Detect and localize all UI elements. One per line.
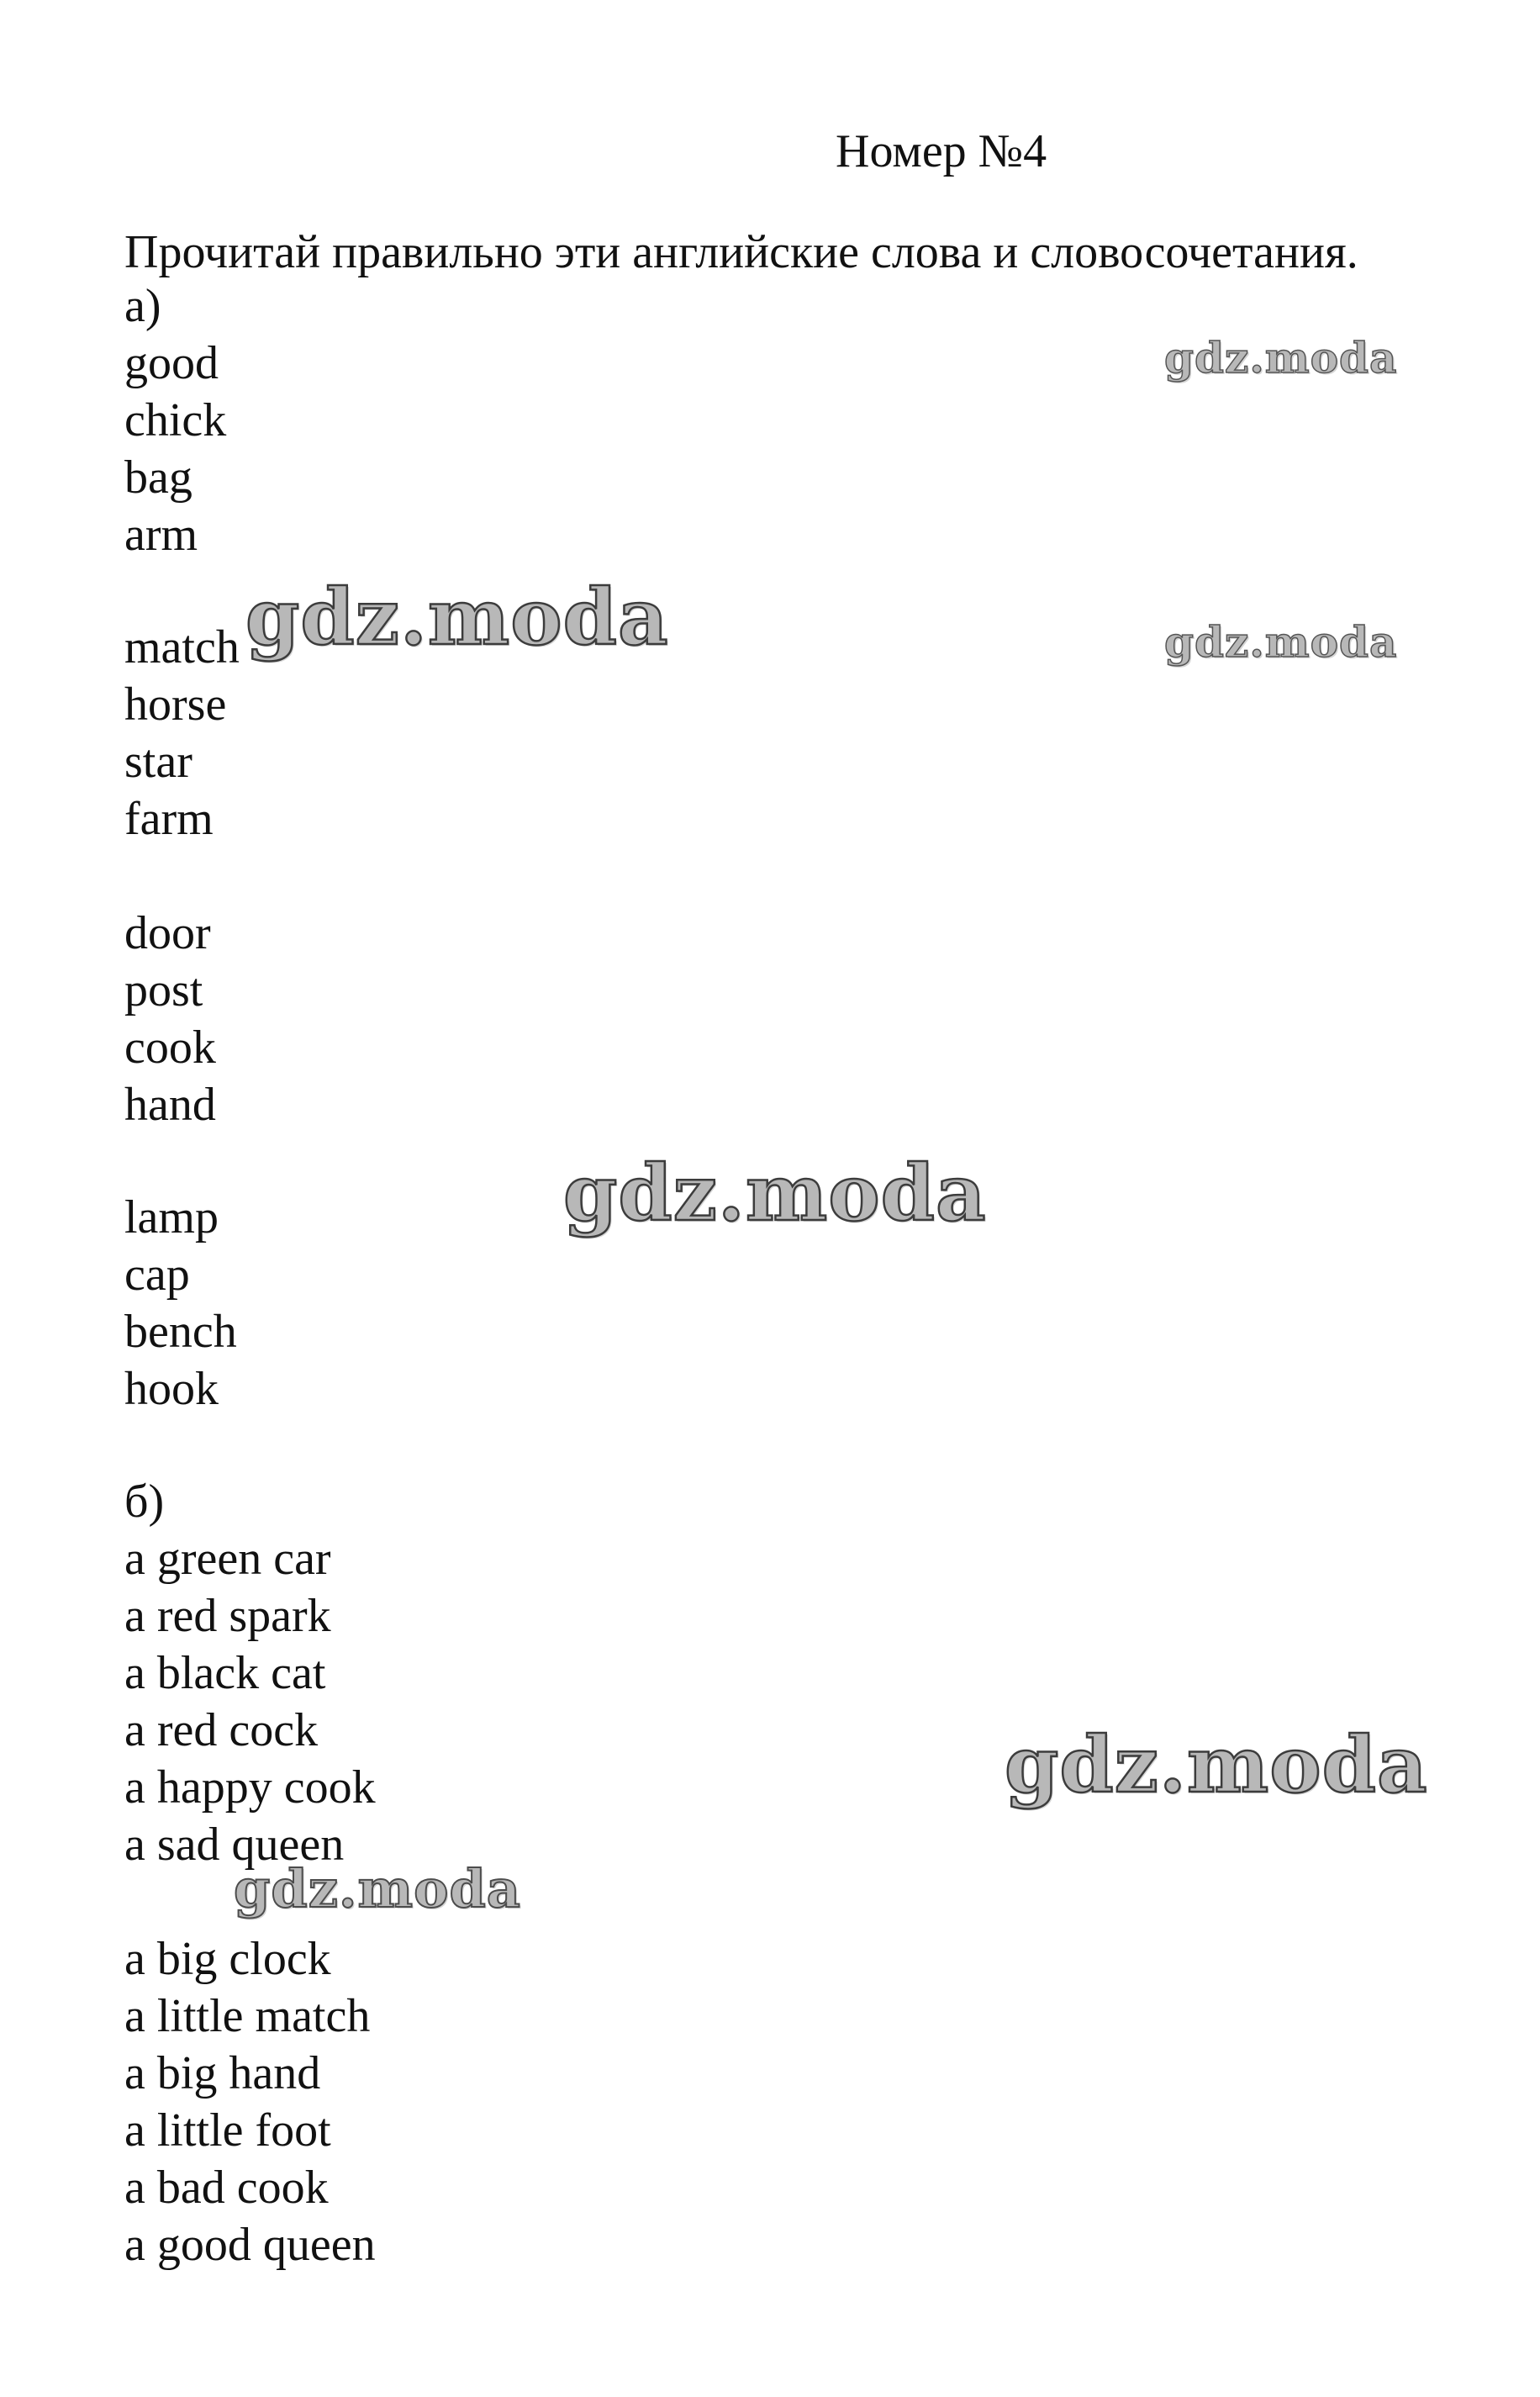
watermark: gdz.moda	[563, 1148, 987, 1238]
word-item: hand	[124, 1079, 216, 1131]
word-item: bag	[124, 451, 192, 504]
phrase-item: a little match	[124, 1990, 371, 2042]
phrase-item: a green car	[124, 1533, 331, 1585]
word-item: arm	[124, 509, 198, 561]
watermark: gdz.moda	[1164, 333, 1398, 383]
watermark: gdz.moda	[1005, 1719, 1428, 1810]
phrase-item: a happy cook	[124, 1761, 376, 1814]
word-item: door	[124, 907, 211, 959]
word-item: star	[124, 736, 192, 788]
word-item: post	[124, 964, 203, 1016]
phrase-item: a black cat	[124, 1647, 326, 1699]
word-item: good	[124, 337, 219, 389]
watermark: gdz.moda	[234, 1858, 521, 1919]
phrase-item: a good queen	[124, 2219, 376, 2271]
word-item: farm	[124, 793, 214, 845]
phrase-item: a little foot	[124, 2104, 331, 2157]
instruction-text: Прочитай правильно эти английские слова и словосочетания.	[124, 226, 1358, 278]
phrase-item: a red cock	[124, 1704, 319, 1756]
phrase-item: a bad cook	[124, 2162, 329, 2214]
word-item: horse	[124, 678, 227, 731]
watermark: gdz.moda	[1164, 617, 1398, 667]
word-item: bench	[124, 1306, 237, 1358]
phrase-item: a red spark	[124, 1590, 331, 1642]
word-item: cook	[124, 1022, 216, 1074]
section-a-label: а)	[124, 280, 161, 332]
word-item: cap	[124, 1249, 190, 1301]
page-title: Номер №4	[836, 125, 1047, 177]
word-item: lamp	[124, 1191, 219, 1243]
watermark: gdz.moda	[245, 572, 669, 663]
phrase-item: a big clock	[124, 1933, 331, 1985]
word-item: hook	[124, 1363, 219, 1415]
section-b-label: б)	[124, 1476, 165, 1528]
phrase-item: a big hand	[124, 2047, 321, 2099]
phrase-item: a sad queen	[124, 1819, 345, 1871]
word-item: match	[124, 621, 240, 673]
word-item: chick	[124, 394, 227, 446]
